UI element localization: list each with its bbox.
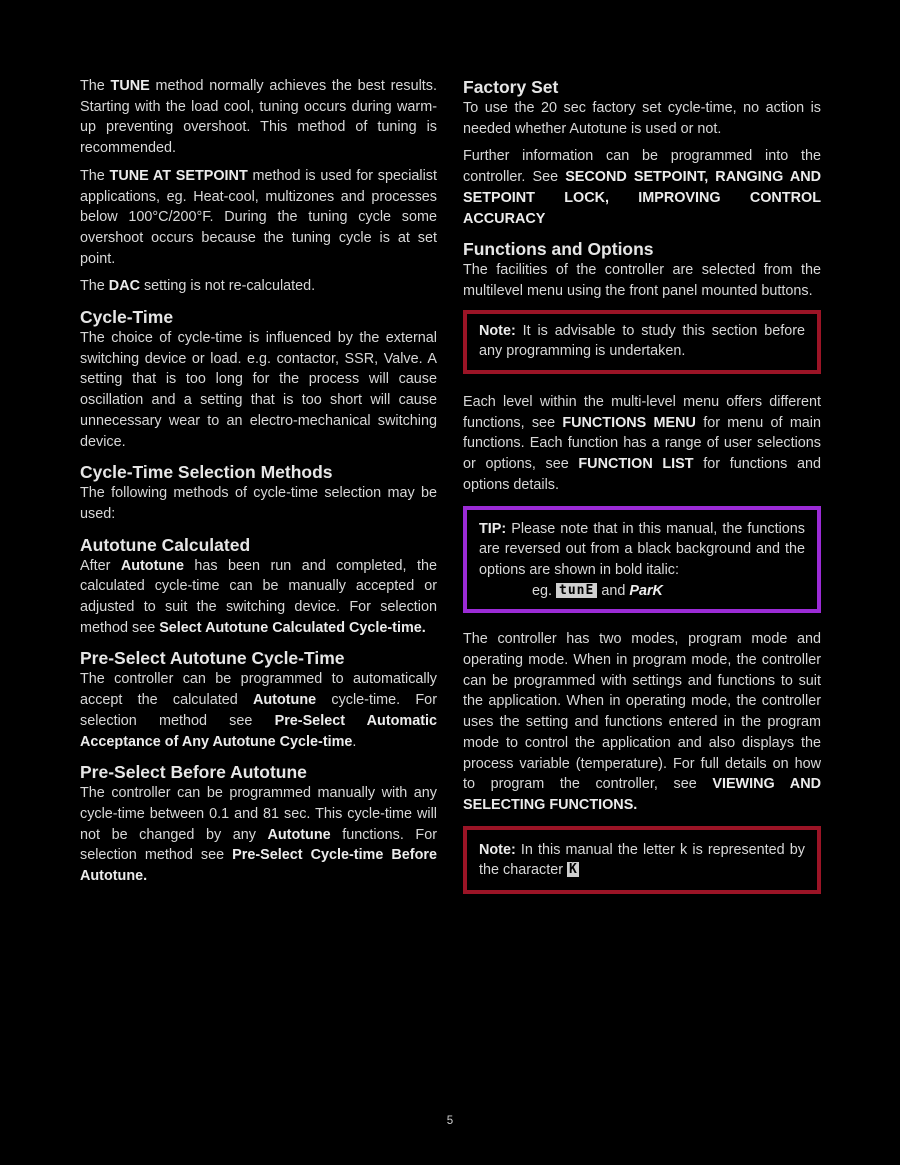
park-option: ParK	[629, 582, 663, 599]
further-info-paragraph: Further information can be programmed into the controller. See SECOND SETPOINT, RANGING AND SETPOINT LOCK, IMPROVING CONTROL ACCURACY	[463, 148, 821, 227]
factory-set-heading: Factory Set	[463, 77, 559, 97]
selection-methods-paragraph: The following methods of cycle-time selection may be used:	[80, 485, 437, 522]
cycle-time-heading: Cycle-Time	[80, 307, 174, 328]
autotune-calculated-heading: Autotune Calculated	[80, 534, 251, 555]
menu-levels-paragraph: Each level within the multi-level menu offers different functions, see FUNCTIONS MENU for menu of main functions. Each function has a range of user selections or options, see FUNCTION LIST for functions and options details.	[463, 394, 822, 493]
functions-options-paragraph: The facilities of the controller are selected from the multilevel menu using the front panel mounted buttons.	[463, 262, 821, 299]
right-column	[463, 76, 821, 910]
page-number: 5	[446, 1115, 454, 1127]
tune-function-display: tunE	[556, 583, 597, 598]
tip-text: TIP: Please note that in this manual, the functions are reversed out from a black background and the options are shown in bold italic:	[479, 520, 805, 578]
dac-paragraph: The DAC setting is not re-calculated.	[80, 278, 316, 295]
preselect-autotune-heading: Pre-Select Autotune Cycle-Time	[80, 648, 345, 669]
k-character-display: Ḱ	[569, 862, 577, 878]
tip-example: eg. tunE and ParK	[532, 582, 663, 599]
modes-paragraph: The controller has two modes, program mode and operating mode. When in program mode, the controller can be programmed with settings and functions to suit the application. When in operating mode, the controller uses the setting and functions entered in the program mode to control the application and also displays the process variable (temperature). For full details on how to program the controller, see VIEWING AND SELECTING FUNCTIONS.	[463, 631, 821, 813]
preselect-before-heading: Pre-Select Before Autotune	[80, 762, 307, 783]
study-note-text: Note: It is advisable to study this section before any programming is undertaken.	[479, 322, 805, 360]
letter-k-note-box	[463, 826, 821, 894]
tip-box	[463, 506, 821, 614]
factory-set-paragraph: To use the 20 sec factory set cycle-time, no action is needed whether Autotune is used or not.	[463, 100, 821, 137]
left-column	[80, 76, 437, 894]
letter-k-note-text: Note: In this manual the letter k is represented by the character Ḱ	[479, 841, 805, 879]
study-note-box	[463, 310, 821, 374]
preselect-before-paragraph: The controller can be programmed manually with any cycle-time between 0.1 and 81 sec. This cycle-time will not be changed by any Autotune functions. For selection method see Pre-Select Cycle-time Before Autotune.	[80, 785, 437, 885]
tune-at-setpoint-paragraph: The TUNE AT SETPOINT method is used for specialist applications, eg. Heat-cool, multizones and processes below 100°C/200°F. During the tuning cycle some overshoot occurs because the tuning cycle is at set point.	[80, 167, 437, 267]
cycle-time-paragraph: The choice of cycle-time is influenced by the external switching device or load. e.g. contactor, SSR, Valve. A setting that is too long for the process will cause oscillation and a setting that is too short will cause unnecessary wear to an electro-mechanical switching device.	[80, 330, 437, 450]
preselect-autotune-paragraph: The controller can be programmed to automatically accept the calculated Autotune cycle-time. For selection method see Pre-Select Automatic Acceptance of Any Autotune Cycle-time.	[80, 671, 438, 750]
functions-options-heading: Functions and Options	[463, 239, 654, 260]
selection-methods-heading: Cycle-Time Selection Methods	[80, 462, 333, 483]
tune-paragraph: The TUNE method normally achieves the best results. Starting with the load cool, tuning occurs during warm-up preventing overshoot. This method of tuning is recommended.	[80, 78, 437, 157]
autotune-calculated-paragraph: After Autotune has been run and completed, the calculated cycle-time can be manually accepted or adjusted to suit the switching device. For selection method see Select Autotune Calculated Cycle-time.	[80, 557, 437, 636]
